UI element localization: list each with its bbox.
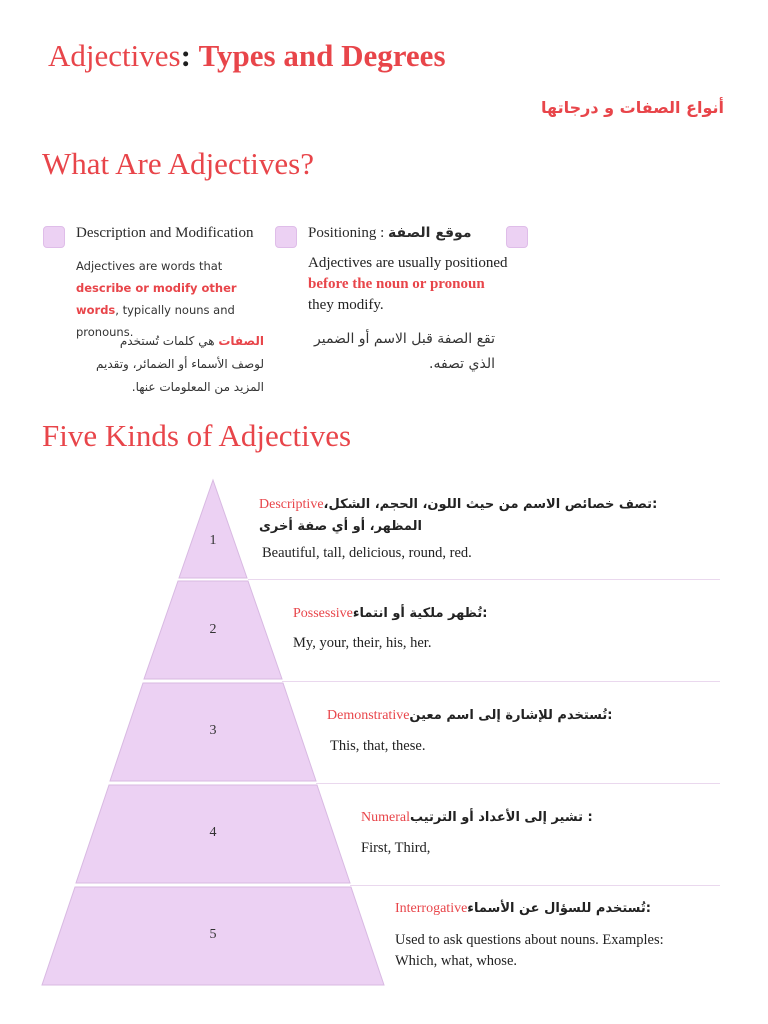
card2-title-en: Positioning : <box>308 225 389 241</box>
kind-4-example: First, Third, <box>361 840 431 856</box>
title-separator: : <box>180 38 191 73</box>
kind-3-arabic: :تُستخدم للإشارة إلى اسم معين <box>409 708 613 723</box>
kind-1-arabic: :تصف خصائص الاسم من حيث اللون، الحجم، الشكل، المظهر، أو أي صفة أخرى <box>259 497 658 534</box>
kinds-heading: Five Kinds of Adjectives <box>42 418 352 453</box>
pyramid-tier-1 <box>179 480 247 578</box>
kind-5-arabic: :تُستخدم للسؤال عن الأسماء <box>467 901 651 916</box>
tier-number-5: 5 <box>209 927 217 942</box>
kind-4-heading <box>361 810 593 826</box>
row-divider <box>316 783 720 784</box>
card2-body-after: they modify. <box>308 297 384 313</box>
title-part2: Types and Degrees <box>198 38 446 73</box>
card2-body-highlight: before the noun or pronoun <box>308 276 485 292</box>
tier-number-1: 1 <box>209 533 217 548</box>
kind-1-heading <box>259 494 709 538</box>
card1-title: Description and Modification <box>76 225 254 241</box>
kind-2-arabic: :تُظهر ملكية أو انتماء <box>352 606 488 621</box>
arabic-subtitle: أنواع الصفات و درجاتها <box>541 98 724 117</box>
tier-number-4: 4 <box>209 825 217 840</box>
card2-body-before: Adjectives are usually positioned <box>308 255 508 271</box>
tier-number-3: 3 <box>209 723 217 738</box>
kind-5-example: Used to ask questions about nouns. Examples: Which, what, whose. <box>395 932 664 969</box>
card2-arabic: تقع الصفة قبل الاسم أو الضمير الذي تصفه. <box>314 331 495 372</box>
kind-4-arabic: : تشير إلى الأعداد أو الترتيب <box>409 810 593 825</box>
kind-5-heading <box>395 901 651 917</box>
title-part1: Adjectives <box>48 38 181 73</box>
row-divider <box>248 579 720 580</box>
card1-body-after: , typically nouns and pronouns. <box>76 303 235 339</box>
card1-body-highlight: describe or modify other words <box>76 281 237 317</box>
card1-body-before: Adjectives are words that <box>76 259 223 273</box>
tier-number-2: 2 <box>209 622 217 637</box>
row-divider <box>282 681 720 682</box>
card1-arabic-rest: هي كلمات تُستخدم لوصف الأسماء أو الضمائر، وتقديم المزيد من المعلومات عنها. <box>96 334 264 394</box>
kind-5-name: Interrogative <box>395 901 468 916</box>
kind-1-example: Beautiful, tall, delicious, round, red. <box>262 545 472 561</box>
row-divider <box>350 885 720 886</box>
what-heading: What Are Adjectives? <box>42 146 315 181</box>
kind-1-name: Descriptive <box>259 497 324 512</box>
kind-3-example: This, that, these. <box>330 738 426 754</box>
kind-3-heading <box>327 708 612 724</box>
kind-2-example: My, your, their, his, her. <box>293 635 432 651</box>
kind-4-name: Numeral <box>361 810 410 825</box>
card1-arabic-highlight: الصفات <box>218 334 264 348</box>
kind-2-name: Possessive <box>293 606 353 621</box>
card2-title-ar: موقع الصفة <box>388 225 472 241</box>
kind-3-name: Demonstrative <box>327 708 410 723</box>
kind-2-heading <box>293 606 487 622</box>
